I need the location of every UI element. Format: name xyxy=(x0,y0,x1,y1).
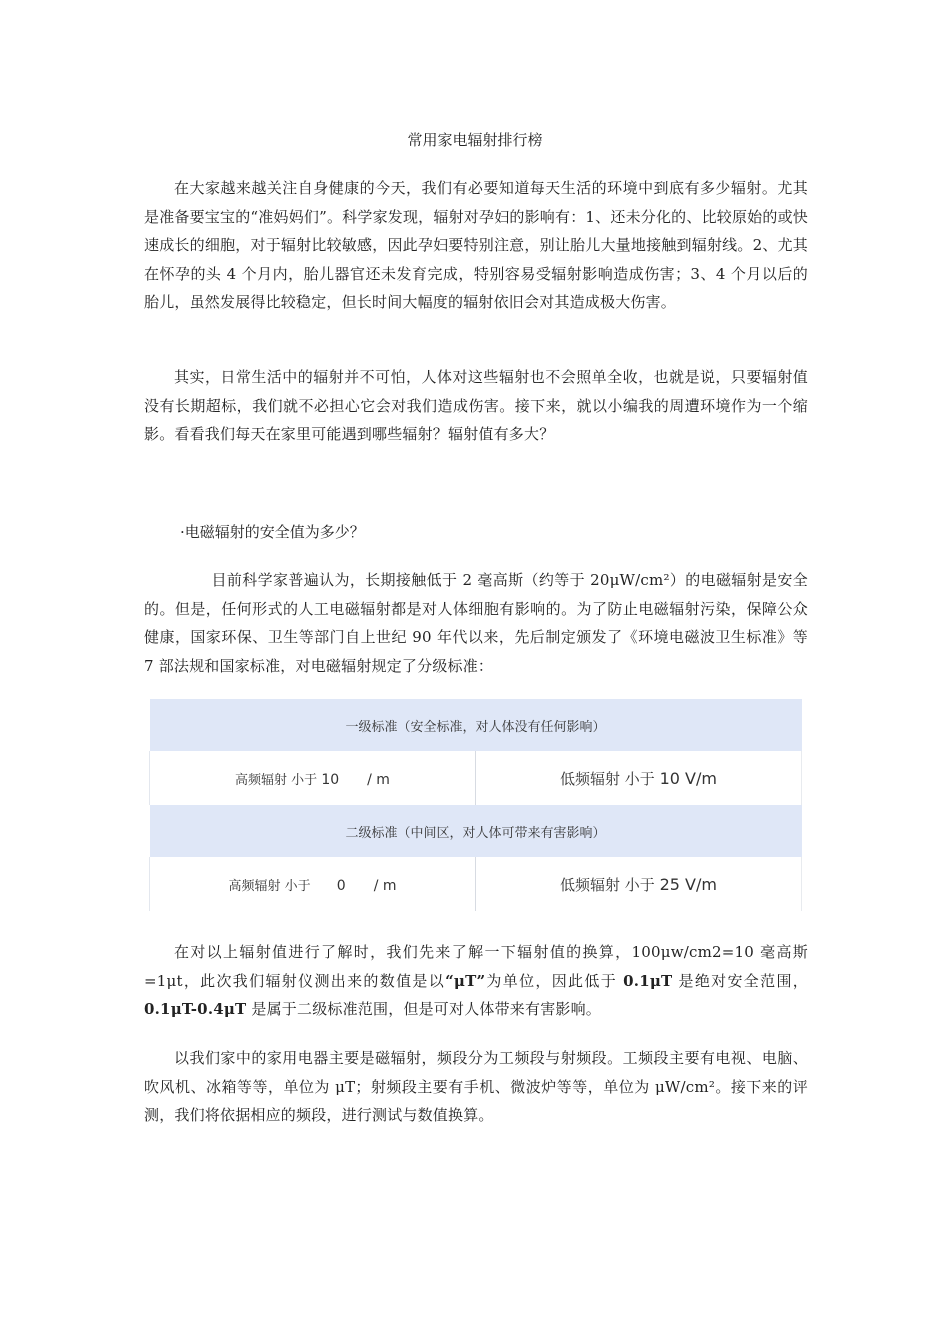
paragraph-intro: 在大家越来越关注自身健康的今天，我们有必要知道每天生活的环境中到底有多少辐射。尤其是准备要宝宝的“准妈妈们”。科学家发现，辐射对孕妇的影响有：1、还未分化的、比较原始的或快速成长的细胞，对于辐射比较敏感，因此孕妇要特别注意，别让胎儿大量地接触到辐射线。2、尤其在怀孕的头 4 个月内，胎儿器官还未发育完成，特别容易受辐射影响造成伤害；3、4 个月以后的胎儿，虽然发展得比较稳定，但长时间大幅度的辐射依旧会对其造成极大伤害。 xyxy=(144,179,808,311)
level-1-high-frequency-cell xyxy=(150,751,476,805)
context-section xyxy=(144,363,808,449)
conversion-text-c: 是绝对安全范围， xyxy=(672,971,808,990)
level-1-low-frequency-cell xyxy=(476,751,802,805)
high-frequency-label: 高频辐射 小于 xyxy=(235,772,318,788)
safe-threshold-highlight: 0.1μT xyxy=(623,971,673,990)
high-frequency-value: 10 xyxy=(321,771,340,788)
safety-section xyxy=(144,566,808,680)
unit-highlight: “μT” xyxy=(445,971,486,990)
paragraph-appliances: 以我们家中的家用电器主要是磁辐射，频段分为工频段与射频段。工频段主要有电视、电脑、吹风机、冰箱等等，单位为 μT；射频段主要有手机、微波炉等等，单位为 μW/cm²。接下来的评测，我们将依据相应的频段，进行测试与数值换算。 xyxy=(144,1049,808,1124)
high-frequency-label: 高频辐射 小于 xyxy=(228,878,311,894)
low-frequency-value: 10 V/m xyxy=(659,768,717,788)
paragraph-safety: 目前科学家普遍认为，长期接触低于 2 毫高斯（约等于 20μW/cm²）的电磁辐射是安全的。但是，任何形式的人工电磁辐射都是对人体细胞有影响的。为了防止电磁辐射污染，保障公众健康，国家环保、卫生等部门自上世纪 90 年代以来，先后制定颁发了《环境电磁波卫生标准》等 7 部法规和国家标准，对电磁辐射规定了分级标准： xyxy=(144,571,808,675)
conversion-text-b: 为单位，因此低于 xyxy=(485,971,624,990)
level-2-header: 二级标准（中间区，对人体可带来有害影响） xyxy=(150,805,802,857)
conversion-section xyxy=(144,938,808,1024)
high-frequency-unit: / m xyxy=(373,877,397,894)
low-frequency-label: 低频辐射 小于 xyxy=(560,875,655,894)
appliance-section xyxy=(144,1044,808,1130)
conversion-text-a: 在对以上辐射值进行了解时，我们先来了解一下辐射值的换算，100μw/cm2=10 毫高斯=1μt，此次我们辐射仪测出来的数值是以 xyxy=(144,943,808,990)
section-heading: ·电磁辐射的安全值为多少？ xyxy=(180,523,365,541)
level-2-high-frequency-cell xyxy=(150,857,476,911)
level-1-header: 一级标准（安全标准，对人体没有任何影响） xyxy=(150,699,802,751)
standards-table xyxy=(149,699,802,911)
document-title: 常用家电辐射排行榜 xyxy=(407,131,543,149)
table-row xyxy=(150,857,802,911)
intro-section xyxy=(144,174,808,317)
paragraph-context: 其实，日常生活中的辐射并不可怕，人体对这些辐射也不会照单全收，也就是说，只要辐射值没有长期超标，我们就不必担心它会对我们造成伤害。接下来，就以小编我的周遭环境作为一个缩影。看看我们每天在家里可能遇到哪些辐射？辐射值有多大？ xyxy=(144,368,808,443)
high-frequency-value: 0 xyxy=(336,877,346,894)
high-frequency-unit: / m xyxy=(367,771,390,788)
low-frequency-value: 25 V/m xyxy=(659,874,717,894)
low-frequency-label: 低频辐射 小于 xyxy=(560,769,655,788)
table-row xyxy=(150,751,802,805)
level-2-low-frequency-cell xyxy=(476,857,802,911)
conversion-text-d: 是属于二级标准范围，但是可对人体带来有害影响。 xyxy=(246,1000,601,1018)
level-2-range-highlight: 0.1μT-0.4μT xyxy=(144,1000,247,1018)
paragraph-conversion xyxy=(144,938,808,1024)
